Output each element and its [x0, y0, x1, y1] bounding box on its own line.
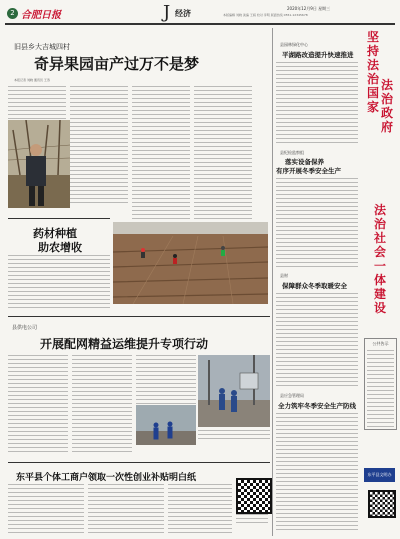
grid-kicker: 县供电公司 — [12, 325, 38, 331]
grid-workers-photo — [198, 355, 270, 427]
s2-headline-1: 落实设备保养 — [285, 158, 324, 166]
grid-site-photo — [136, 405, 196, 445]
slogan-line-1: 坚持法治国家 — [366, 30, 379, 114]
masthead-rule — [5, 23, 395, 25]
grid-body-col3 — [136, 355, 196, 405]
s2-headline-2: 有序开展冬季安全生产 — [276, 167, 341, 175]
staff-line: 本版编辑 刘晓 美编 王娟 校对 李明 版面热线 0551-12345678 — [223, 13, 308, 17]
masthead — [5, 3, 395, 23]
lead-kicker: 旧县乡大吉城四村 — [14, 43, 70, 51]
s2-body — [276, 178, 358, 268]
lead-byline: 本报记者 刘晓 通讯员 王涛 — [14, 78, 50, 82]
grid-body-col1 — [8, 355, 68, 455]
herb-body — [8, 255, 110, 309]
s1-kicker: 县园林绿化中心 — [280, 42, 308, 47]
qr-caption — [236, 514, 268, 524]
lead-headline: 奇异果园亩产过万不是梦 — [34, 55, 200, 73]
ad-box-1 — [364, 338, 397, 430]
s3-body — [276, 293, 358, 388]
grid-body-col2 — [72, 355, 132, 455]
bottom-body-col2 — [88, 484, 164, 534]
s4-body — [276, 413, 358, 533]
s2-kicker: 县纪检监察组 — [280, 150, 304, 155]
ad2-label: 东平县文明办 — [364, 468, 395, 482]
field-photo — [113, 222, 268, 304]
s3-headline: 保障群众冬季取暖安全 — [282, 282, 347, 290]
lead-body-col1 — [8, 86, 66, 120]
slogan-strip — [364, 28, 395, 328]
ad1-body — [367, 350, 394, 428]
issue-date: 2020年12月9日 星期三 — [287, 6, 331, 11]
section-name: 经济 — [175, 9, 191, 18]
herb-box — [8, 218, 110, 309]
s3-kicker: 县财 — [280, 273, 288, 278]
slogan-line-2: 法治政府 — [380, 78, 393, 134]
bottom-headline: 东平县个体工商户领取一次性创业补贴明白纸 — [16, 473, 197, 483]
bottom-body-col3 — [168, 484, 232, 534]
grid-caption — [198, 430, 270, 442]
s4-kicker: 县应急管理局 — [280, 393, 304, 398]
ad1-label: 公共告示 — [372, 341, 389, 346]
qr-code-side — [368, 490, 396, 518]
section-rule-2 — [8, 462, 270, 463]
lead-body-col3 — [132, 86, 190, 226]
lead-body-col4 — [194, 86, 252, 226]
section-rule-1 — [8, 316, 270, 317]
bottom-body-col1 — [8, 484, 84, 534]
s4-headline: 全力筑牢冬季安全生产防线 — [278, 402, 356, 410]
qr-code-bottom — [236, 478, 272, 514]
right-col-divider — [272, 28, 273, 536]
s1-body — [276, 62, 358, 146]
page-number-badge: 2 — [7, 8, 18, 19]
newspaper-logo: 合肥日报 — [21, 10, 61, 21]
herb-headline-1: 药材种植 — [33, 227, 77, 240]
section-letter: J — [163, 2, 171, 23]
slogan-line-3: 法治社会一体建设 — [373, 203, 386, 315]
orchard-photo — [8, 120, 70, 208]
lead-body-col2 — [70, 86, 128, 206]
s1-headline: 平湖路改造提升快速推进 — [282, 51, 354, 59]
herb-headline-2: 助农增收 — [38, 241, 82, 254]
grid-headline: 开展配网精益运维提升专项行动 — [40, 337, 209, 351]
